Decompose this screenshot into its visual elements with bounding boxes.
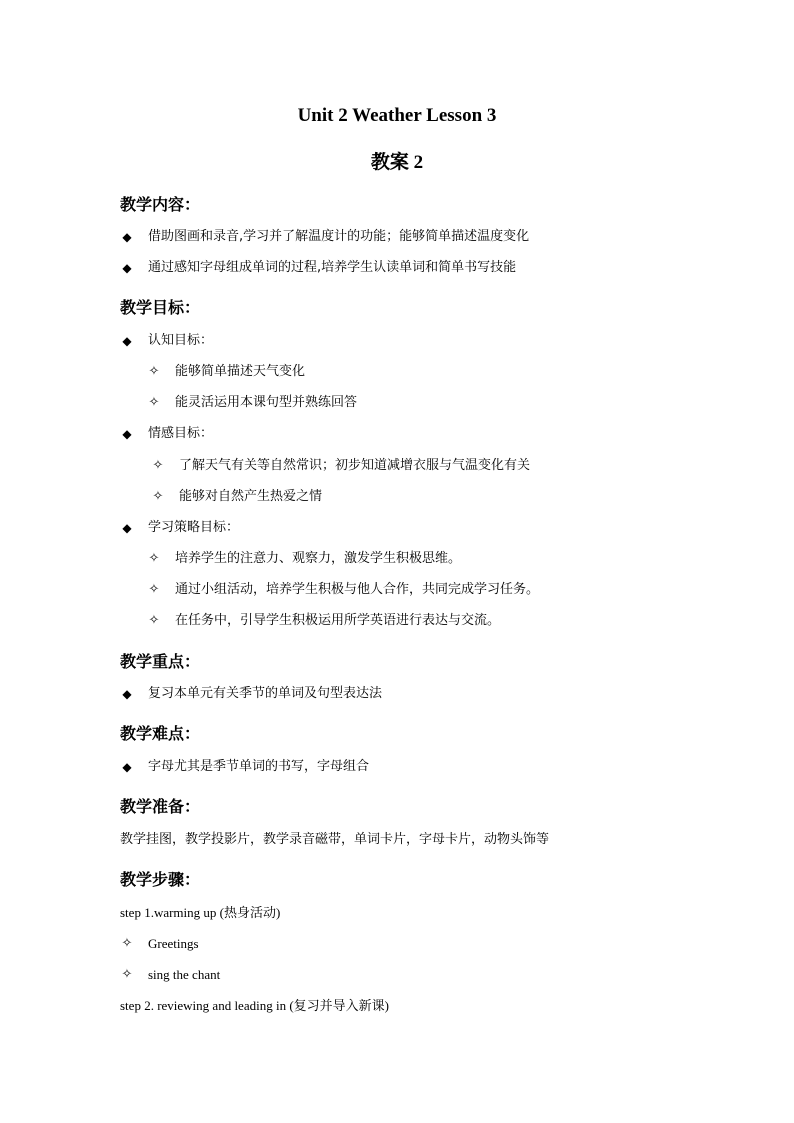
diamond-bullet-icon: ◆	[122, 427, 132, 441]
preparation-text: 教学挂图，教学投影片，教学录音磁带，单词卡片，字母卡片，动物头饰等	[120, 832, 550, 847]
goal-category-strategy: 学习策略目标：	[148, 520, 240, 535]
diamond-bullet-icon: ◆	[122, 261, 132, 275]
goal-item: 了解天气有关等自然常识；初步知道减增衣服与气温变化有关	[179, 458, 531, 473]
document-title: Unit 2 Weather Lesson 3	[297, 105, 497, 126]
star-bullet-icon: ✧	[152, 489, 164, 504]
diamond-bullet-icon: ◆	[122, 334, 132, 348]
section-heading-difficulties: 教学难点：	[120, 724, 201, 743]
star-bullet-icon: ✧	[121, 936, 133, 951]
goal-item: 能够简单描述天气变化	[175, 364, 306, 379]
star-bullet-icon: ✧	[152, 458, 164, 473]
section-heading-goals: 教学目标：	[120, 298, 201, 317]
section-heading-content: 教学内容：	[120, 195, 201, 214]
step-item: Greetings	[148, 936, 199, 951]
diamond-bullet-icon: ◆	[122, 687, 132, 701]
goal-item: 在任务中，引导学生积极运用所学英语进行表达与交流。	[175, 613, 501, 628]
step-1: step 1.warming up (热身活动)	[120, 905, 281, 920]
diamond-bullet-icon: ◆	[122, 760, 132, 774]
star-bullet-icon: ✧	[148, 551, 160, 566]
goal-item: 能灵活运用本课句型并熟练回答	[175, 395, 358, 410]
diamond-bullet-icon: ◆	[122, 521, 132, 535]
step-item: sing the chant	[148, 967, 221, 982]
difficulty-item: 字母尤其是季节单词的书写，字母组合	[148, 759, 370, 774]
key-point-item: 复习本单元有关季节的单词及句型表达法	[148, 686, 383, 701]
goal-item: 通过小组活动，培养学生积极与他人合作，共同完成学习任务。	[175, 582, 540, 597]
star-bullet-icon: ✧	[148, 582, 160, 597]
section-heading-key-points: 教学重点：	[120, 652, 201, 671]
section-heading-steps: 教学步骤：	[120, 870, 201, 889]
content-item: 借助图画和录音,学习并了解温度计的功能；能够简单描述温度变化	[148, 229, 530, 244]
step-2: step 2. reviewing and leading in (复习并导入新课)	[120, 998, 389, 1013]
goal-item: 能够对自然产生热爱之情	[179, 489, 323, 504]
content-item: 通过感知字母组成单词的过程,培养学生认读单词和简单书写技能	[148, 260, 517, 275]
goal-category-cognitive: 认知目标：	[148, 333, 214, 348]
star-bullet-icon: ✧	[148, 613, 160, 628]
goal-category-emotional: 情感目标：	[148, 426, 214, 441]
star-bullet-icon: ✧	[121, 967, 133, 982]
section-heading-preparation: 教学准备：	[120, 797, 201, 816]
star-bullet-icon: ✧	[148, 364, 160, 379]
document-subtitle: 教案 2	[370, 152, 424, 173]
star-bullet-icon: ✧	[148, 395, 160, 410]
diamond-bullet-icon: ◆	[122, 230, 132, 244]
goal-item: 培养学生的注意力、观察力，激发学生积极思维。	[175, 551, 462, 566]
